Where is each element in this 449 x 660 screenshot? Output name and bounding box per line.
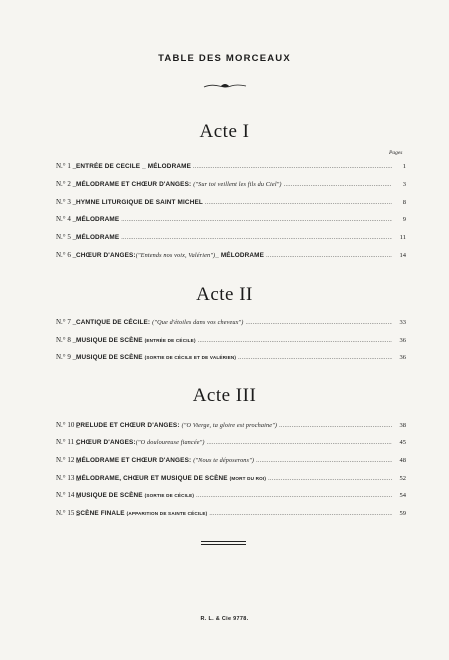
dot-leader [279, 423, 392, 429]
entry-page: 38 [399, 422, 406, 429]
entry-subtitle: (APPARITION DE SAINTE CÉCILE) [126, 511, 208, 516]
entry-lyric: ("O Vierge, ta gloire est prochaine") [181, 422, 278, 429]
dot-leader [193, 164, 392, 170]
entry-number: N.° 8 _ [56, 336, 77, 344]
entry-title: MÉLODRAME [76, 216, 120, 223]
entry-number: N.° 4 _ [56, 215, 77, 223]
entry-number: N.° 5 _ [56, 233, 77, 241]
entry-number: N.° 2 _ [56, 180, 77, 188]
ornament-flourish-icon [203, 82, 247, 90]
entry-page: 3 [402, 181, 406, 188]
dot-leader [121, 235, 392, 241]
entry-title: MUSIQUE DE SCÈNE [76, 492, 143, 499]
list-item [56, 438, 406, 447]
dot-leader [205, 200, 392, 206]
entry-title: MUSIQUE DE SCÈNE [76, 354, 143, 361]
entry-number: N.° 3 _ [56, 198, 77, 206]
entry-number: N.° 11 _ [56, 438, 80, 446]
entry-title: ENTRÉE DE CECILE _ MÉLODRAME [76, 163, 191, 170]
list-item [56, 162, 406, 171]
entry-lyric: ("O douloureuse fiancée") [135, 439, 205, 446]
publisher-plate-number: R. L. & Cie 9778. [200, 616, 249, 622]
entry-page: 1 [402, 163, 406, 170]
entry-title: CHŒUR D'ANGES: [76, 439, 136, 446]
entry-title: HYMNE LITURGIQUE DE SAINT MICHEL [76, 199, 203, 206]
dot-leader [196, 493, 392, 499]
list-item [56, 509, 406, 518]
dot-leader [268, 476, 392, 482]
entry-title: PRELUDE ET CHŒUR D'ANGES: [76, 422, 180, 429]
dot-leader [198, 338, 392, 344]
list-item [56, 215, 406, 224]
pages-column-label: Pages [389, 150, 403, 156]
entry-page: 36 [399, 354, 406, 361]
entry-lyric: ("Sur toi veillent les fils du Ciel") [193, 181, 282, 188]
entry-page: 11 [399, 234, 406, 241]
dot-leader [209, 511, 392, 517]
dot-leader [266, 253, 392, 259]
entry-subtitle: (ENTRÉE DE CÉCILE) [144, 338, 196, 343]
list-item [56, 474, 406, 483]
entry-title: CANTIQUE DE CÉCILE: [76, 319, 151, 326]
entry-subtitle: (SORTIE DE CÉCILE ET DE VALÉRIEN) [144, 355, 237, 360]
entry-title: MÉLODRAME, CHŒUR ET MUSIQUE DE SCÈNE [76, 475, 228, 482]
entry-page: 9 [402, 216, 406, 223]
entry-title: CHŒUR D'ANGES: [76, 252, 136, 259]
dot-leader [256, 458, 392, 464]
dot-leader [121, 217, 392, 223]
entry-title: MÉLODRAME [76, 234, 120, 241]
entry-number: N.° 10 _ [56, 421, 80, 429]
entry-page: 8 [402, 199, 406, 206]
double-rule-divider [201, 541, 246, 545]
entry-title: SCÈNE FINALE [76, 510, 125, 517]
page-title: TABLE DES MORCEAUX [158, 53, 291, 64]
dot-leader [238, 355, 392, 361]
entry-number: N.° 13 _ [56, 474, 80, 482]
entry-lyric: ("Nous te déposerons") [193, 457, 255, 464]
entry-page: 14 [399, 252, 406, 259]
list-item [56, 421, 406, 430]
entry-page: 45 [399, 439, 406, 446]
list-item [56, 456, 406, 465]
entry-title: MÉLODRAME ET CHŒUR D'ANGES: [76, 457, 192, 464]
list-item [56, 251, 406, 260]
entry-page: 54 [399, 492, 406, 499]
list-item [56, 198, 406, 207]
act-heading: Acte I [199, 121, 250, 142]
dot-leader [246, 320, 393, 326]
entry-number: N.° 6 _ [56, 251, 77, 259]
entry-title-tail: _ MÉLODRAME [215, 252, 265, 259]
entry-lyric: ("Que d'étoiles dans vos cheveux") [152, 319, 244, 326]
act-heading: Acte II [196, 284, 253, 305]
entry-lyric: ("Entends nos voix, Valérien") [135, 252, 216, 259]
entry-number: N.° 15 _ [56, 509, 80, 517]
entry-number: N.° 9 _ [56, 353, 77, 361]
dot-leader [207, 440, 392, 446]
entry-page: 59 [399, 510, 406, 517]
entry-title: MÉLODRAME ET CHŒUR D'ANGES: [76, 181, 192, 188]
list-item [56, 353, 406, 362]
dot-leader [284, 182, 392, 188]
entry-number: N.° 7 _ [56, 318, 77, 326]
entry-subtitle: (SORTIE DE CÉCILE) [144, 493, 195, 498]
entry-number: N.° 14 _ [56, 491, 80, 499]
entry-subtitle: (MORT DU ROI) [229, 476, 267, 481]
entry-number: N.° 1 _ [56, 162, 77, 170]
list-item [56, 233, 406, 242]
list-item [56, 180, 406, 189]
entry-number: N.° 12 _ [56, 456, 80, 464]
entry-title: MUSIQUE DE SCÈNE [76, 337, 143, 344]
list-item [56, 318, 406, 327]
entry-page: 36 [399, 337, 406, 344]
entry-page: 33 [399, 319, 406, 326]
entry-page: 52 [399, 475, 406, 482]
entry-page: 48 [399, 457, 406, 464]
act-heading: Acte III [192, 385, 257, 406]
list-item [56, 491, 406, 500]
list-item [56, 336, 406, 345]
